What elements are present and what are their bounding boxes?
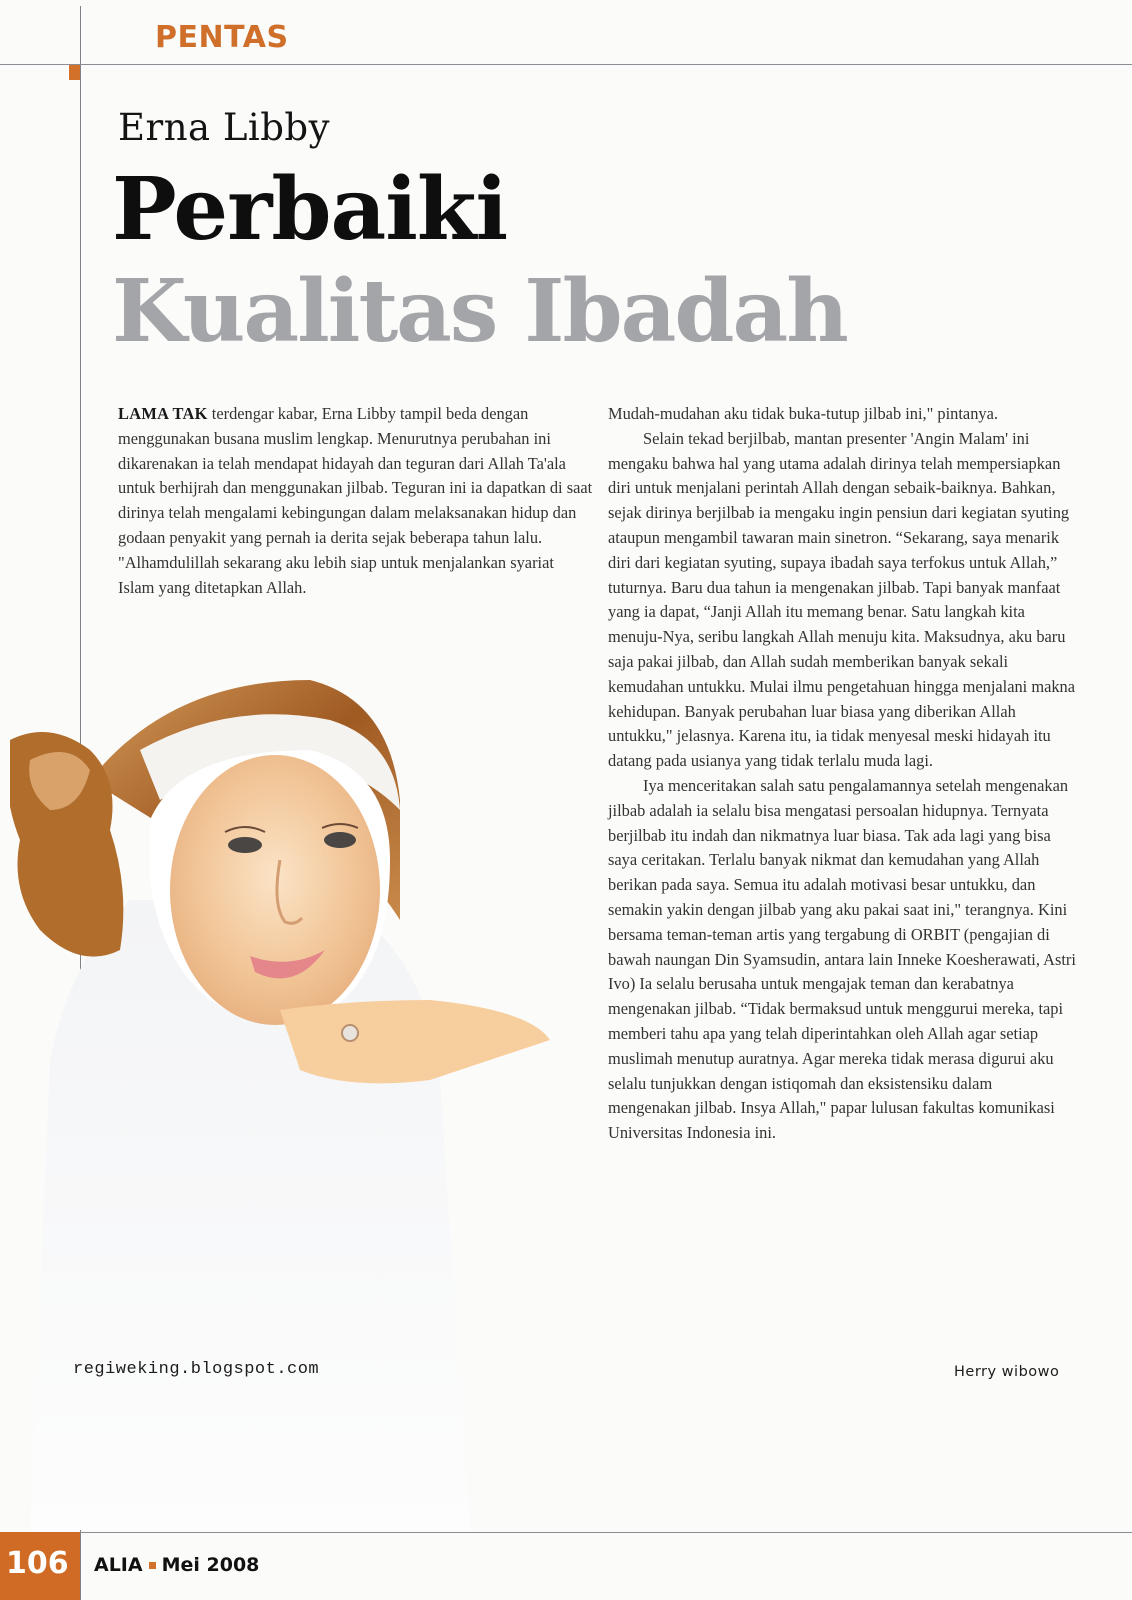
footer-rule: [80, 1532, 1132, 1533]
paragraph: Iya menceritakan salah satu pengalamannya setelah mengenakan jilbab adalah ia selalu bisa mengatasi persoalan hidupnya. Ternyata berjilbab itu indah dan nikmatnya luar biasa. Tak ada lagi yang bisa saya ceritakan. Terlalu banyak nikmat dan kemudahan yang Allah berikan pada saya. Semua itu adalah motivasi besar untukku, dan semakin yakin dengan jilbab yang aku pakai saat ini," terangnya. Kini bersama teman-teman artis yang tergabung di ORBIT (pengajian di bawah naungan Din Syamsudin, antara lain Inneke Koesherawati, Astri Ivo) Ia selalu berusaha untuk mengajak teman dan kerabatnya mengenakan jilbab. “Tidak bermaksud untuk menggurui mereka, tapi memberi tahu apa yang telah diperintahkan oleh Allah agar setiap muslimah menutup auratnya. Agar mereka tidak merasa digurui aku selalu tunjukkan dengan istiqomah dan eksistensiku dalam mengenakan jilbab. Insya Allah," papar lulusan fakultas komunikasi Universitas Indonesia ini.: [608, 775, 1076, 1143]
blog-watermark: regiweking.blogspot.com: [73, 1360, 320, 1379]
portrait-photo: [10, 660, 580, 1530]
lead-in: LAMA TAK: [118, 404, 208, 423]
issue-date: Mei 2008: [161, 1554, 260, 1576]
header-rule: [0, 64, 1132, 65]
section-label: PENTAS: [155, 20, 289, 55]
separator-square-icon: [149, 1562, 156, 1569]
paragraph: Selain tekad berjilbab, mantan presenter 'Angin Malam' ini mengaku bahwa hal yang utama adalah dirinya telah mempersiapkan diri untuk menjalani perintah Allah dengan sebaik-baiknya. Bahkan, sejak dirinya berjilbab ia mengaku ingin pensiun dari kegiatan syuting ataupun mengambil tawaran main sinetron. “Sekarang, saya menarik diri dari kegiatan syuting, supaya ibadah saya terfokus untuk Allah,” tuturnya. Baru dua tahun ia mengenakan jilbab. Tapi banyak manfaat yang ia dapat, “Janji Allah itu memang benar. Satu langkah kita menuju-Nya, seribu langkah Allah menuju kita. Maksudnya, aku baru saja pakai jilbab, dan Allah sudah memberikan banyak sekali kemudahan untukku. Mulai ilmu pengetahuan hingga menjalani makna kehidupan. Banyak perubahan luar biasa yang diberikan Allah untukku," jelasnya. Karena itu, ia tidak menyesal meski hidayah itu datang pada usianya yang tidak terlalu muda lagi.: [608, 428, 1076, 771]
paragraph: Mudah-mudahan aku tidak buka-tutup jilbab ini," pintanya.: [608, 404, 998, 423]
headline-line-2: Kualitas Ibadah: [112, 261, 847, 362]
article-column-left: [118, 402, 593, 600]
magazine-name: ALIA: [94, 1554, 143, 1576]
photographer-byline: Herry wibowo: [954, 1364, 1060, 1380]
footer-publication: [94, 1554, 259, 1576]
paragraph-text: terdengar kabar, Erna Libby tampil beda dengan menggunakan busana muslim lengkap. Menurutnya perubahan ini dikarenakan ia telah mendapat hidayah dan teguran dari Allah Ta'ala untuk berhijrah dan menggunakan jilbab. Teguran ini ia dapatkan di saat dirinya telah mengalami kebingungan dalam melaksanakan hidup dan godaan penyakit yang pernah ia derita sejak beberapa tahun lalu. "Alhamdulillah sekarang aku lebih siap untuk menjalankan syariat Islam yang ditetapkan Allah.: [118, 404, 593, 597]
corner-accent-square: [69, 65, 80, 80]
page-number: 106: [6, 1546, 69, 1581]
headline-line-1: Perbaiki: [112, 159, 508, 260]
paragraph: [118, 402, 593, 600]
article-kicker: Erna Libby: [118, 106, 331, 149]
portrait-illustration: [10, 660, 580, 1530]
article-column-right: [608, 402, 1078, 1146]
